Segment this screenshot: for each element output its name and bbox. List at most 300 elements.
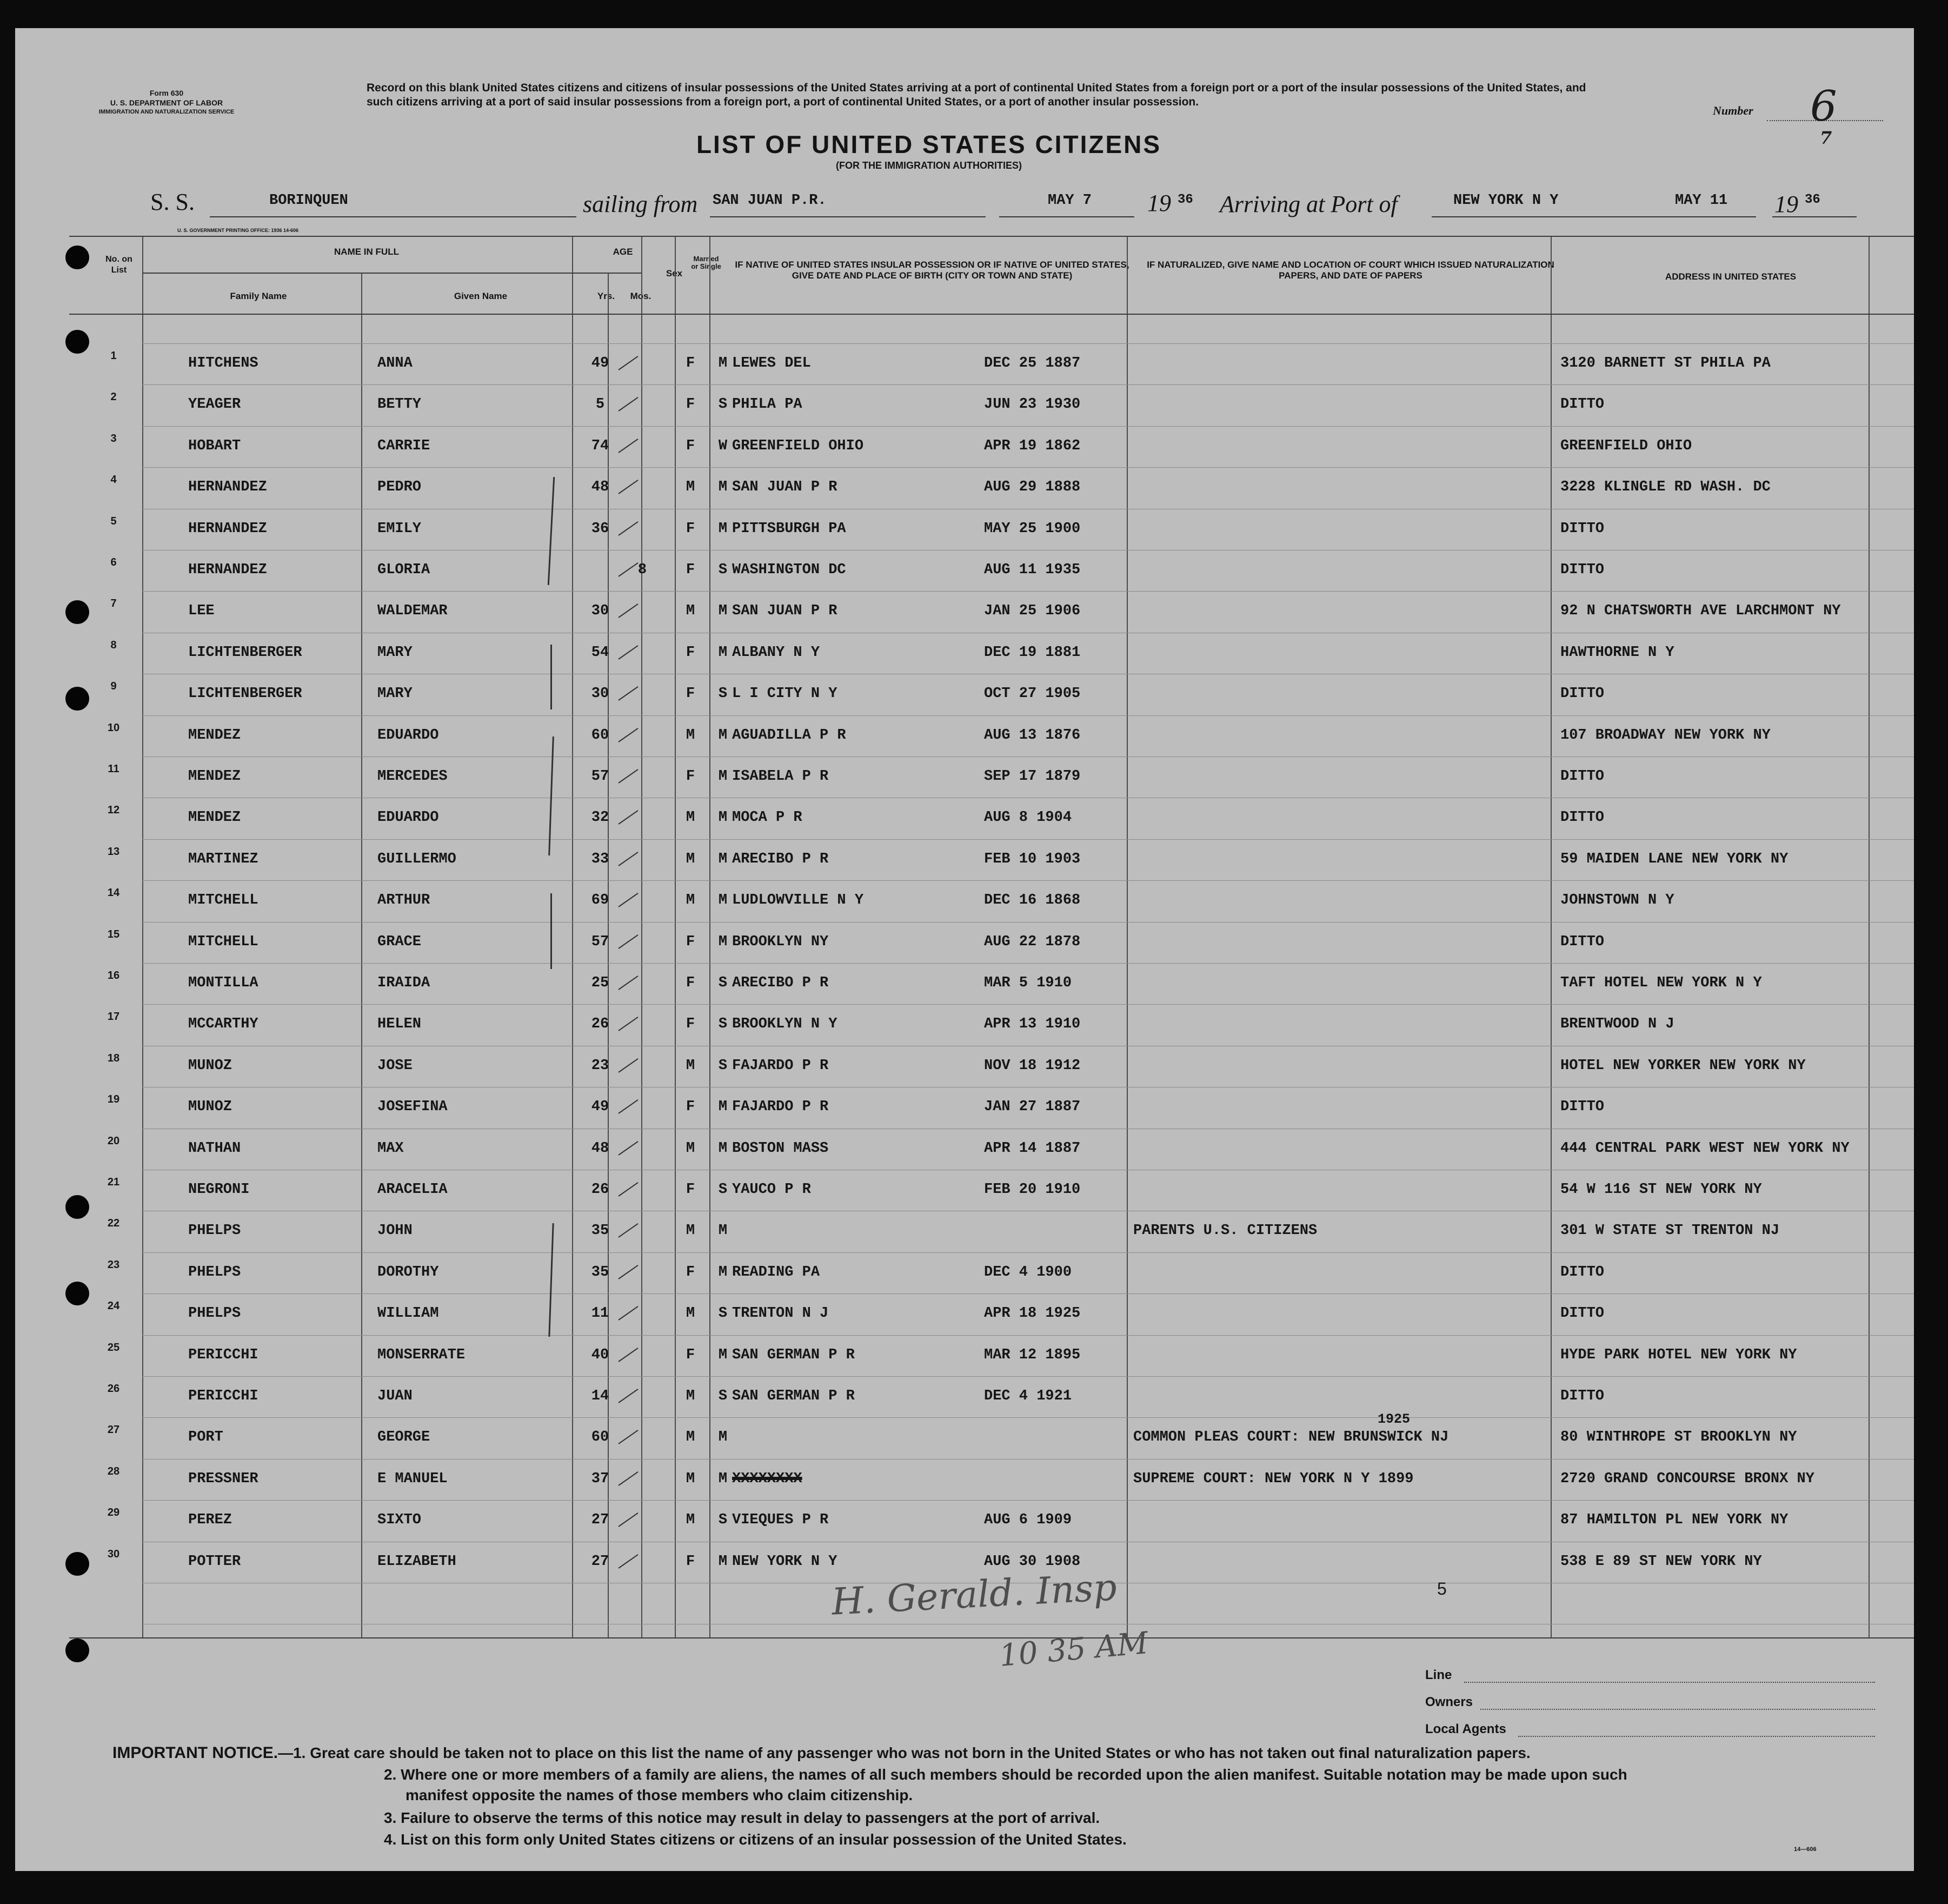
grid-line bbox=[572, 236, 573, 1637]
family-name: MCCARTHY bbox=[188, 1016, 258, 1032]
age-years: 35 bbox=[591, 1264, 609, 1281]
address: DITTO bbox=[1560, 1264, 1605, 1281]
sex: F bbox=[686, 1554, 695, 1570]
family-name: MENDEZ bbox=[188, 727, 241, 744]
address: DITTO bbox=[1560, 1388, 1605, 1404]
row-rule bbox=[142, 1500, 1914, 1501]
sex: M bbox=[686, 727, 695, 744]
given-name: GEORGE bbox=[377, 1429, 430, 1445]
given-name: MARY bbox=[377, 686, 413, 702]
given-name: MONSERRATE bbox=[377, 1347, 466, 1363]
row-rule bbox=[142, 343, 1914, 344]
page-subtitle: (FOR THE IMMIGRATION AUTHORITIES) bbox=[836, 160, 1022, 171]
check-mark bbox=[618, 976, 638, 990]
number-value: 6 bbox=[1810, 82, 1837, 131]
naturalization: SUPREME COURT: NEW YORK N Y 1899 bbox=[1133, 1471, 1414, 1487]
address: 59 MAIDEN LANE NEW YORK NY bbox=[1560, 851, 1789, 867]
address: 87 HAMILTON PL NEW YORK NY bbox=[1560, 1512, 1789, 1528]
agents-label: Local Agents bbox=[1425, 1722, 1506, 1736]
given-name: HELEN bbox=[377, 1016, 422, 1032]
given-name: PEDRO bbox=[377, 479, 422, 495]
birth-date: NOV 18 1912 bbox=[984, 1058, 1081, 1074]
birth-place: TRENTON N J bbox=[732, 1305, 829, 1322]
row-rule bbox=[142, 1335, 1914, 1336]
col-birth-header: IF NATIVE OF UNITED STATES INSULAR POSSESSION OR IF NATIVE OF UNITED STATES, GIVE DATE AND PLACE OF BIRTH (CITY OR TOWN AND STATE) bbox=[735, 260, 1129, 281]
family-name: LICHTENBERGER bbox=[188, 645, 302, 661]
sex: F bbox=[686, 1264, 695, 1281]
birth-date: APR 19 1862 bbox=[984, 438, 1081, 454]
sex: F bbox=[686, 438, 695, 454]
address: DITTO bbox=[1560, 686, 1605, 702]
row-number: 19 bbox=[107, 1093, 120, 1105]
sex: M bbox=[686, 1305, 695, 1322]
birth-place: ISABELA P R bbox=[732, 768, 829, 785]
birth-place: LEWES DEL bbox=[732, 355, 811, 371]
family-bracket bbox=[548, 477, 555, 585]
birth-place: YAUCO P R bbox=[732, 1182, 811, 1198]
family-name: HITCHENS bbox=[188, 355, 258, 371]
grid-line bbox=[1869, 236, 1870, 1637]
grid-line bbox=[641, 236, 642, 1637]
notice-item-2b: manifest opposite the names of those members who claim citizenship. bbox=[405, 1787, 913, 1803]
row-number: 13 bbox=[107, 846, 120, 858]
sex: M bbox=[686, 810, 695, 826]
age-years: 54 bbox=[591, 645, 609, 661]
address: TAFT HOTEL NEW YORK N Y bbox=[1560, 975, 1762, 991]
address: DITTO bbox=[1560, 1099, 1605, 1115]
address: DITTO bbox=[1560, 768, 1605, 785]
row-number: 11 bbox=[108, 763, 119, 775]
col-sex-header: Sex bbox=[666, 268, 683, 278]
check-mark bbox=[618, 1512, 638, 1527]
family-name: HERNANDEZ bbox=[188, 521, 267, 537]
sex: M bbox=[686, 1512, 695, 1528]
birth-date: MAR 5 1910 bbox=[984, 975, 1072, 991]
sex: M bbox=[686, 1429, 695, 1445]
punch-hole bbox=[65, 1552, 89, 1576]
row-number: 9 bbox=[110, 680, 117, 692]
col-naturalized-header: IF NATURALIZED, GIVE NAME AND LOCATION OF COURT WHICH ISSUED NATURALIZATION PAPERS, AND DATE OF PAPERS bbox=[1147, 260, 1554, 281]
row-rule bbox=[142, 963, 1914, 964]
birth-place: XXXXXXXX bbox=[732, 1471, 802, 1487]
check-mark bbox=[618, 1471, 638, 1486]
birth-date: DEC 19 1881 bbox=[984, 645, 1081, 661]
sex: F bbox=[686, 975, 695, 991]
row-number: 8 bbox=[110, 639, 117, 651]
family-bracket bbox=[548, 737, 554, 855]
arrival-date: MAY 11 bbox=[1675, 193, 1728, 209]
birth-place: AGUADILLA P R bbox=[732, 727, 846, 744]
sex: M bbox=[686, 603, 695, 619]
row-number: 18 bbox=[107, 1052, 120, 1064]
family-bracket bbox=[548, 1223, 554, 1337]
age-years: 49 bbox=[591, 1099, 609, 1115]
sex: M bbox=[686, 892, 695, 908]
address: 92 N CHATSWORTH AVE LARCHMONT NY bbox=[1560, 603, 1841, 619]
age-years: 36 bbox=[591, 521, 609, 537]
arriving-label: Arriving at Port of bbox=[1220, 191, 1398, 217]
arrival-time: 10 35 AM bbox=[998, 1626, 1150, 1674]
birth-date: JAN 25 1906 bbox=[984, 603, 1081, 619]
given-name: ELIZABETH bbox=[377, 1554, 456, 1570]
marital-status: S bbox=[718, 1388, 728, 1404]
check-mark bbox=[618, 1058, 638, 1073]
row-number: 30 bbox=[107, 1548, 120, 1560]
row-number: 21 bbox=[107, 1176, 120, 1188]
marital-status: M bbox=[718, 1140, 728, 1157]
marital-status: M bbox=[718, 1429, 728, 1445]
given-name: BETTY bbox=[377, 396, 422, 413]
col-no-header: No. on List bbox=[105, 255, 132, 275]
marital-status: M bbox=[718, 1554, 728, 1570]
form-code: 14—606 bbox=[1794, 1846, 1817, 1853]
check-mark bbox=[618, 769, 638, 784]
line-field bbox=[1464, 1682, 1875, 1683]
row-number: 20 bbox=[107, 1135, 120, 1147]
age-years: 60 bbox=[591, 727, 609, 744]
birth-date: AUG 8 1904 bbox=[984, 810, 1072, 826]
family-name: PHELPS bbox=[188, 1305, 241, 1322]
row-rule bbox=[142, 1376, 1914, 1377]
address: 301 W STATE ST TRENTON NJ bbox=[1560, 1223, 1780, 1239]
age-years: 25 bbox=[591, 975, 609, 991]
sex: M bbox=[686, 1471, 695, 1487]
row-rule bbox=[142, 1293, 1914, 1294]
family-bracket bbox=[550, 645, 552, 709]
given-name: E MANUEL bbox=[377, 1471, 448, 1487]
grid-line bbox=[69, 236, 1914, 237]
ship-line bbox=[210, 216, 576, 217]
family-name: MONTILLA bbox=[188, 975, 258, 991]
given-name: SIXTO bbox=[377, 1512, 422, 1528]
age-years: 30 bbox=[591, 686, 609, 702]
age-years: 33 bbox=[591, 851, 609, 867]
birth-date: JUN 23 1930 bbox=[984, 396, 1081, 413]
check-mark bbox=[618, 1099, 638, 1114]
sail-date: MAY 7 bbox=[1048, 193, 1092, 209]
check-mark bbox=[618, 603, 638, 618]
birth-place: READING PA bbox=[732, 1264, 820, 1281]
family-name: MUNOZ bbox=[188, 1099, 232, 1115]
sex: M bbox=[686, 851, 695, 867]
address: 80 WINTHROPE ST BROOKLYN NY bbox=[1560, 1429, 1797, 1445]
punch-hole bbox=[65, 246, 89, 269]
family-name: HOBART bbox=[188, 438, 241, 454]
given-name: IRAIDA bbox=[377, 975, 430, 991]
address: 3228 KLINGLE RD WASH. DC bbox=[1560, 479, 1771, 495]
arrival-year-suffix: 36 bbox=[1805, 193, 1820, 207]
address: DITTO bbox=[1560, 1305, 1605, 1322]
address: DITTO bbox=[1560, 396, 1605, 413]
address: HAWTHORNE N Y bbox=[1560, 645, 1674, 661]
age-years: 69 bbox=[591, 892, 609, 908]
birth-date: APR 18 1925 bbox=[984, 1305, 1081, 1322]
birth-place: PHILA PA bbox=[732, 396, 802, 413]
age-years: 26 bbox=[591, 1016, 609, 1032]
marital-status: M bbox=[718, 1347, 728, 1363]
col-mos-header: Mos. bbox=[630, 291, 651, 301]
naturalization: COMMON PLEAS COURT: NEW BRUNSWICK NJ bbox=[1133, 1429, 1449, 1445]
service: IMMIGRATION AND NATURALIZATION SERVICE bbox=[98, 109, 235, 115]
birth-place: LUDLOWVILLE N Y bbox=[732, 892, 864, 908]
row-rule bbox=[142, 384, 1914, 385]
age-years: 23 bbox=[591, 1058, 609, 1074]
age-years: 26 bbox=[591, 1182, 609, 1198]
address: DITTO bbox=[1560, 810, 1605, 826]
birth-place: GREENFIELD OHIO bbox=[732, 438, 864, 454]
address: JOHNSTOWN N Y bbox=[1560, 892, 1674, 908]
age-years: 35 bbox=[591, 1223, 609, 1239]
address: HOTEL NEW YORKER NEW YORK NY bbox=[1560, 1058, 1806, 1074]
family-name: MITCHELL bbox=[188, 892, 258, 908]
arrival-year-prefix: 19 bbox=[1774, 191, 1798, 217]
sex: F bbox=[686, 1016, 695, 1032]
from-port: SAN JUAN P.R. bbox=[713, 193, 827, 209]
manifest-sheet bbox=[15, 28, 1914, 1871]
birth-place: SAN JUAN P R bbox=[732, 603, 837, 619]
check-mark bbox=[618, 934, 638, 949]
birth-date: APR 14 1887 bbox=[984, 1140, 1081, 1157]
birth-place: FAJARDO P R bbox=[732, 1099, 829, 1115]
given-name: MAX bbox=[377, 1140, 404, 1157]
age-years: 49 bbox=[591, 355, 609, 371]
page-count: 5 bbox=[1437, 1579, 1447, 1598]
sex: F bbox=[686, 1182, 695, 1198]
marital-status: W bbox=[718, 438, 728, 454]
row-number: 3 bbox=[110, 433, 117, 445]
birth-place: SAN GERMAN P R bbox=[732, 1347, 855, 1363]
birth-place: BROOKLYN N Y bbox=[732, 1016, 837, 1032]
age-years: 27 bbox=[591, 1554, 609, 1570]
marital-status: S bbox=[718, 686, 728, 702]
notice-item-2a: 2. Where one or more members of a family are aliens, the names of all such members should be recorded upon the alien manifest. Suitable notation may be made upon such bbox=[384, 1766, 1627, 1783]
birth-date: MAR 12 1895 bbox=[984, 1347, 1081, 1363]
sex: F bbox=[686, 355, 695, 371]
given-name: EDUARDO bbox=[377, 810, 439, 826]
col-age-header: AGE bbox=[613, 247, 633, 257]
row27-nat-year: 1925 bbox=[1378, 1411, 1411, 1427]
sex: F bbox=[686, 686, 695, 702]
punch-hole bbox=[65, 1282, 89, 1305]
birth-place: VIEQUES P R bbox=[732, 1512, 829, 1528]
sex: M bbox=[686, 1058, 695, 1074]
birth-date: DEC 25 1887 bbox=[984, 355, 1081, 371]
age-years: 60 bbox=[591, 1429, 609, 1445]
family-name: MUNOZ bbox=[188, 1058, 232, 1074]
form-number: Form 630 bbox=[149, 89, 184, 97]
arrival-port: NEW YORK N Y bbox=[1453, 193, 1559, 209]
birth-date: DEC 16 1868 bbox=[984, 892, 1081, 908]
birth-date: AUG 6 1909 bbox=[984, 1512, 1072, 1528]
age-years: 57 bbox=[591, 768, 609, 785]
arrival-port-line bbox=[1432, 216, 1756, 217]
given-name: WALDEMAR bbox=[377, 603, 448, 619]
address: BRENTWOOD N J bbox=[1560, 1016, 1674, 1032]
marital-status: M bbox=[718, 521, 728, 537]
grid-line bbox=[1551, 236, 1552, 1637]
punch-hole bbox=[65, 687, 89, 711]
row-number: 4 bbox=[110, 474, 117, 486]
sail-year-prefix: 19 bbox=[1147, 190, 1171, 216]
punch-hole bbox=[65, 330, 89, 354]
birth-place: BROOKLYN NY bbox=[732, 934, 829, 950]
family-name: POTTER bbox=[188, 1554, 241, 1570]
sex: F bbox=[686, 562, 695, 578]
row-rule bbox=[142, 426, 1914, 427]
marital-status: M bbox=[718, 479, 728, 495]
birth-place: BOSTON MASS bbox=[732, 1140, 829, 1157]
from-port-line bbox=[710, 216, 986, 217]
birth-place: L I CITY N Y bbox=[732, 686, 837, 702]
check-mark bbox=[618, 1182, 638, 1197]
family-name: HERNANDEZ bbox=[188, 562, 267, 578]
given-name: DOROTHY bbox=[377, 1264, 439, 1281]
given-name: JUAN bbox=[377, 1388, 413, 1404]
check-mark bbox=[618, 645, 638, 660]
check-mark bbox=[618, 893, 638, 907]
age-years: 74 bbox=[591, 438, 609, 454]
family-name: MITCHELL bbox=[188, 934, 258, 950]
check-mark bbox=[618, 1389, 638, 1403]
age-years: 32 bbox=[591, 810, 609, 826]
given-name: GRACE bbox=[377, 934, 422, 950]
birth-place: ARECIBO P R bbox=[732, 851, 829, 867]
row-number: 14 bbox=[107, 887, 120, 899]
given-name: JOSE bbox=[377, 1058, 413, 1074]
sex: F bbox=[686, 1347, 695, 1363]
given-name: WILLIAM bbox=[377, 1305, 439, 1322]
birth-date: AUG 29 1888 bbox=[984, 479, 1081, 495]
row-number: 28 bbox=[107, 1465, 120, 1477]
row-number: 29 bbox=[107, 1507, 120, 1518]
grid-line bbox=[69, 314, 1914, 315]
line-label: Line bbox=[1425, 1668, 1452, 1682]
age-years: 40 bbox=[591, 1347, 609, 1363]
marital-status: S bbox=[718, 1016, 728, 1032]
notice-item-1-text: —1. Great care should be taken not to place on this list the name of any passenger who was not born in the United States or who has not taken out final naturalization papers. bbox=[278, 1744, 1531, 1761]
agents-field bbox=[1518, 1736, 1875, 1737]
punch-hole bbox=[65, 1638, 89, 1662]
col-address-header: ADDRESS IN UNITED STATES bbox=[1665, 271, 1797, 282]
age-years: 14 bbox=[591, 1388, 609, 1404]
family-name: MENDEZ bbox=[188, 810, 241, 826]
sex: F bbox=[686, 645, 695, 661]
row-number: 16 bbox=[107, 970, 120, 981]
row-number: 12 bbox=[107, 804, 120, 816]
given-name: JOHN bbox=[377, 1223, 413, 1239]
check-mark bbox=[618, 810, 638, 825]
sex: F bbox=[686, 396, 695, 413]
punch-hole bbox=[65, 1195, 89, 1219]
check-mark bbox=[618, 521, 638, 536]
birth-date: SEP 17 1879 bbox=[984, 768, 1081, 785]
row-number: 15 bbox=[107, 928, 120, 940]
age-years: 57 bbox=[591, 934, 609, 950]
grid-line bbox=[675, 236, 676, 1637]
address: HYDE PARK HOTEL NEW YORK NY bbox=[1560, 1347, 1797, 1363]
notice-heading: IMPORTANT NOTICE. bbox=[112, 1744, 278, 1762]
row-number: 5 bbox=[110, 515, 117, 527]
family-name: PERICCHI bbox=[188, 1347, 258, 1363]
marital-status: M bbox=[718, 810, 728, 826]
family-name: PEREZ bbox=[188, 1512, 232, 1528]
age-years: 48 bbox=[591, 479, 609, 495]
given-name: MARY bbox=[377, 645, 413, 661]
check-mark bbox=[618, 1141, 638, 1156]
sex: M bbox=[686, 479, 695, 495]
row-rule bbox=[142, 1417, 1914, 1418]
check-mark bbox=[618, 1348, 638, 1362]
birth-place: PITTSBURGH PA bbox=[732, 521, 846, 537]
check-mark bbox=[618, 1554, 638, 1569]
check-mark bbox=[618, 1430, 638, 1444]
family-bracket bbox=[550, 893, 552, 969]
sail-date-line bbox=[999, 216, 1134, 217]
family-name: MARTINEZ bbox=[188, 851, 258, 867]
sex: F bbox=[686, 934, 695, 950]
row-number: 7 bbox=[110, 598, 117, 609]
arrival-date-line bbox=[1772, 216, 1857, 217]
row-number: 10 bbox=[107, 722, 120, 734]
check-mark bbox=[618, 439, 638, 453]
row-number: 2 bbox=[110, 391, 117, 403]
check-mark bbox=[618, 686, 638, 701]
grid-line bbox=[1127, 236, 1128, 1637]
record-notice: Record on this blank United States citizens and citizens of insular possessions of the United States arriving at a port of continental United States from a foreign port or a port of the insular possessions of the United States, and such citizens arriving at a port of said insular possessions from a foreign port, a port of continental United States, or a port of another insular possession. bbox=[367, 82, 1586, 108]
address: 538 E 89 ST NEW YORK NY bbox=[1560, 1554, 1762, 1570]
marital-status: S bbox=[718, 1182, 728, 1198]
col-family-header: Family Name bbox=[230, 291, 287, 301]
birth-date: APR 13 1910 bbox=[984, 1016, 1081, 1032]
birth-place: WASHINGTON DC bbox=[732, 562, 846, 578]
marital-status: S bbox=[718, 1305, 728, 1322]
owners-label: Owners bbox=[1425, 1695, 1473, 1709]
birth-place: NEW YORK N Y bbox=[732, 1554, 837, 1570]
check-mark bbox=[618, 356, 638, 370]
row-rule bbox=[142, 715, 1914, 716]
address: 107 BROADWAY NEW YORK NY bbox=[1560, 727, 1771, 744]
birth-date: MAY 25 1900 bbox=[984, 521, 1081, 537]
row-rule bbox=[142, 880, 1914, 881]
page-title: LIST OF UNITED STATES CITIZENS bbox=[696, 130, 1162, 158]
given-name: JOSEFINA bbox=[377, 1099, 448, 1115]
row-rule bbox=[142, 1004, 1914, 1005]
notice-item-1 bbox=[112, 1743, 1531, 1763]
check-mark bbox=[618, 1265, 638, 1279]
marital-status: M bbox=[718, 1223, 728, 1239]
given-name: GUILLERMO bbox=[377, 851, 456, 867]
given-name: ARTHUR bbox=[377, 892, 430, 908]
marital-status: S bbox=[718, 975, 728, 991]
ss-label: S. S. bbox=[150, 189, 195, 215]
row-number: 1 bbox=[110, 350, 117, 362]
marital-status: S bbox=[718, 1512, 728, 1528]
marital-status: M bbox=[718, 934, 728, 950]
row-rule bbox=[142, 591, 1914, 592]
row-number: 22 bbox=[107, 1217, 120, 1229]
check-mark bbox=[618, 397, 638, 412]
given-name: CARRIE bbox=[377, 438, 430, 454]
family-name: PHELPS bbox=[188, 1223, 241, 1239]
row-rule bbox=[142, 1252, 1914, 1253]
marital-status: M bbox=[718, 1471, 728, 1487]
family-name: NEGRONI bbox=[188, 1182, 250, 1198]
sail-year-suffix: 36 bbox=[1178, 193, 1193, 207]
birth-place: MOCA P R bbox=[732, 810, 802, 826]
birth-place: SAN JUAN P R bbox=[732, 479, 837, 495]
row-number: 17 bbox=[107, 1011, 120, 1023]
number-extra: 7 bbox=[1820, 128, 1832, 148]
